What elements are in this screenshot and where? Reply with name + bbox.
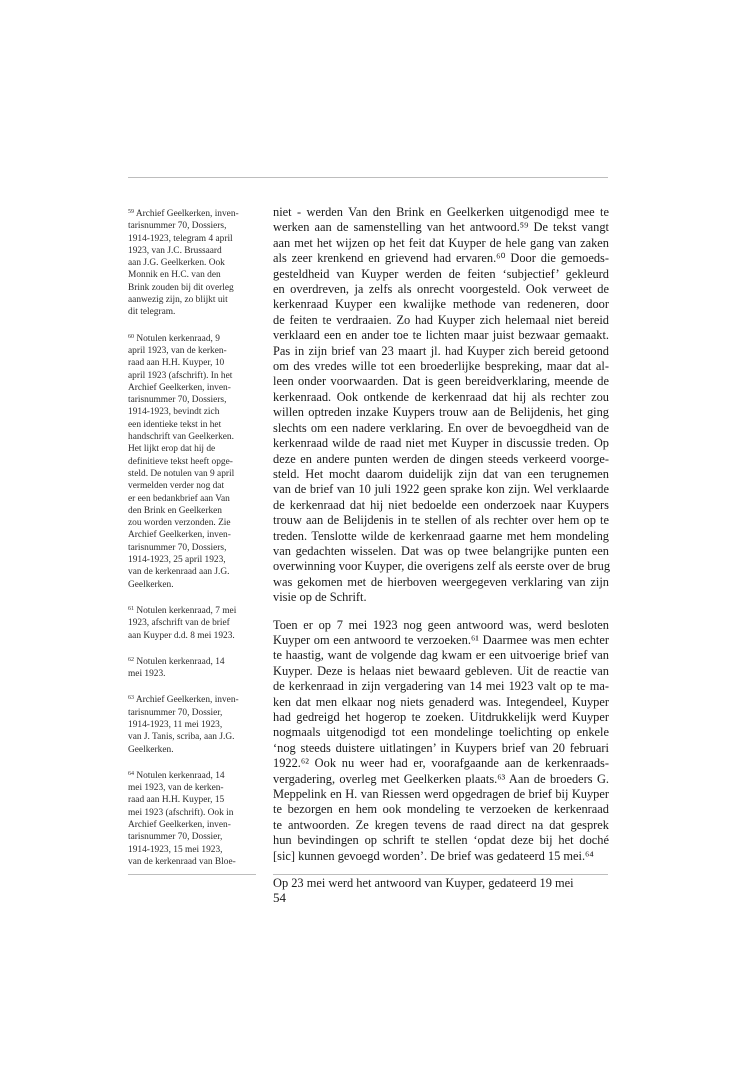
footnote-line: april 1923, van de kerken- [128,345,227,356]
footnote-line: Archief Geelkerken, inven- [134,209,239,219]
body-line: aan met het wijzen op het feit dat Kuyper de hele gang van zaken [273,235,609,250]
footnote-line: 1923, van J.C. Brussaard [128,245,222,256]
footnote-line: Archief Geelkerken, inven- [134,695,239,706]
footnote-line: raad aan H.H. Kuyper, 15 [128,795,225,806]
top-divider [128,177,608,178]
footnote-line: van de kerkenraad aan J.G. [128,567,230,578]
footnote-line: steld. De notulen van 9 april [128,468,235,479]
body-line: deze en andere punten werden de dingen steeds verkeerd voorge- [273,451,609,466]
footnote-line: mei 1923. [128,669,166,680]
footnote-line: tarisnummer 70, Dossier, [128,832,223,843]
body-line: werken aan de samenstelling van het antwoord.⁵⁹ De tekst vangt [273,220,609,235]
body-text [273,205,609,903]
footnote-59 [128,206,258,319]
body-line: Meppelink en H. van Riessen werd opgedragen de brief bij Kuyper [273,787,609,802]
body-line: te haastig, want de volgende dag kwam er een uitvoerige brief van [273,648,609,663]
footnote-line: 1914-1923, telegram 4 april [128,233,233,244]
footnote-line: Monnik en H.C. van den [128,270,221,281]
body-line: van gedachten wisselen. Dat was op twee belangrijke punten een [273,543,609,558]
footnotes-column [128,206,258,868]
footnote-line: Notulen kerkenraad, 14 [134,770,225,781]
body-line: nogmaals uitgenodigd tot een mondelinge toelichting op enkele [273,725,609,740]
body-paragraph [273,618,609,865]
footnote-line: vermelden verder nog dat [128,481,225,492]
body-line: Pas in zijn brief van 23 maart jl. had Kuyper zich bereid getoond [273,343,609,358]
footnote-line: aanwezig zijn, zo blijkt uit [128,295,228,306]
footnote-line: 1914-1923, 25 april 1923, [128,555,226,566]
footnote-line: Archief Geelkerken, inven- [128,820,231,831]
body-line: de kerkenraad in zijn vergadering van 14 mei 1923 valt op te ma- [273,679,609,694]
footnote-number: 61 [128,605,134,612]
footnote-bottom-divider [128,874,256,875]
footnote-line: Archief Geelkerken, inven- [128,382,231,393]
body-line: had gedreigd het hogerop te zoeken. Uitdrukkelijk werd Kuyper [273,710,609,724]
body-line: kerkenraad wilde de raad niet met Kuyper in discussie treden. Op [273,436,609,451]
footnote-line: tarisnummer 70, Dossiers, [128,221,227,232]
body-line: treden. Tenslotte wilde de kerkenraad gaarne met hem mondeling [273,528,609,543]
body-line: vergadering, overleg met Geelkerken plaats.⁶³ Aan de broeders G. [273,771,609,786]
footnote-number: 59 [128,209,134,215]
footnote-61 [128,603,258,642]
body-line: kerkenraad. Ook ontkende de kerkenraad dat hij als rechter zou [273,389,609,404]
body-line: Kuyper om een antwoord te verzoeken.⁶¹ Daarmee was men echter [273,632,609,647]
body-line: gesteldheid van Kuyper werden de feiten ‘subjectief’ gekleurd [273,266,609,281]
footnote-line: van J. Tanis, scriba, aan J.G. [128,732,235,743]
footnote-line: raad aan H.H. Kuyper, 10 [128,358,225,369]
body-line: Kuyper. Deze is helaas niet bewaard gebleven. Uit de reactie van [273,663,609,678]
footnote-line: Geelkerken. [128,744,174,755]
body-line: niet - werden Van den Brink en Geelkerken uitgenodigd mee te [273,205,609,219]
footnote-line: april 1923 (afschrift). In het [128,370,233,381]
footnote-line: tarisnummer 70, Dossiers, [128,542,227,553]
body-line: van de brief van 10 juli 1922 geen sprake kon zijn. Wel verklaarde [273,482,609,497]
footnote-line: mei 1923 (afschrift). Ook in [128,807,234,818]
body-line: als zeer krenkend en grievend had ervaren.⁶⁰ Door die gemoeds- [273,251,609,266]
footnote-line: tarisnummer 70, Dossiers, [128,395,227,406]
footnote-60 [128,331,258,591]
footnote-line: Archief Geelkerken, inven- [128,530,231,541]
footnote-line: Notulen kerkenraad, 14 [134,656,225,667]
footnote-line: mei 1923, van de kerken- [128,783,224,794]
footnote-63 [128,692,258,755]
body-line: 1922.⁶² Ook nu weer had er, voorafgaande aan de kerkenraads- [273,756,609,771]
body-line: trouw aan de Belijdenis in te stellen of als rechter over hem op te [273,513,609,528]
footnote-line: definitieve tekst heeft opge- [128,456,233,467]
body-line: de kerkenraad dat hij niet bedoelde een onderzoek naar Kuypers [273,497,609,512]
body-line: te bezorgen en hem ook mondeling te verzoeken de kerkenraad [273,802,609,817]
footnote-line: den Brink en Geelkerken [128,505,222,516]
footnote-line: Geelkerken. [128,579,174,590]
body-line: de feiten te verdraaien. Zo had Kuyper zich helemaal niet bereid [273,312,609,327]
body-line: te antwoorden. Ze kregen tevens de raad direct na dat gesprek [273,817,609,832]
footnote-line: van de kerkenraad van Bloe- [128,856,236,867]
body-line: visie op de Schrift. [273,590,367,605]
footnote-line: tarisnummer 70, Dossier, [128,707,223,718]
body-line: om des vredes wille tot een broederlijke bespreking, maar dat al- [273,359,609,374]
footnote-number: 62 [128,656,134,663]
footnote-number: 63 [128,695,134,702]
body-line: en overdreven, ja zelfs als onrecht voorgesteld. Ook verweet de [273,282,609,297]
body-line: Toen er op 7 mei 1923 nog geen antwoord was, werd besloten [273,617,609,632]
footnote-64 [128,768,258,868]
footnote-line: 1923, afschrift van de brief [128,618,230,629]
footnote-line: 1914-1923, bevindt zich [128,407,220,418]
footnote-line: Het lijkt erop dat hij de [128,444,216,455]
footnote-62 [128,654,258,681]
footnote-line: 1914-1923, 11 mei 1923, [128,719,223,730]
footnote-line: 1914-1923, 15 mei 1923, [128,844,223,855]
body-line: hun bevindingen op schrift te stellen ‘opdat deze bij het doché [273,833,609,848]
body-line: slechts om een nadere verklaring. En over de bevoegdheid van de [273,420,609,435]
footnote-line: Notulen kerkenraad, 9 [134,333,220,344]
body-bottom-divider [273,874,608,875]
footnote-line: Brink zouden bij dit overleg [128,282,234,293]
body-line: kerkenraad Kuyper een kwalijke methode van redeneren, door [273,297,609,312]
body-paragraph [273,876,609,891]
footnote-number: 64 [128,770,134,777]
body-paragraph [273,205,609,606]
footnote-line: er een bedankbrief aan Van [128,493,230,504]
footnote-line: aan Kuyper d.d. 8 mei 1923. [128,630,235,641]
body-line: ken dat men elkaar nog niets genaderd was. Integendeel, Kuyper [273,694,609,709]
body-line: was gekomen met de hierboven weergegeven verklaring van zijn [273,574,609,589]
footnote-line: Notulen kerkenraad, 7 mei [134,605,237,616]
footnote-number: 60 [128,333,134,340]
body-line: verklaard een en ander toe te lichten maar juist bezwaar gemaakt. [273,328,609,343]
footnote-line: een identieke tekst in het [128,419,222,430]
body-line: steld. Het mocht daarom duidelijk zijn dat van een terugnemen [273,466,609,481]
body-line: ‘nog steeds duistere uitlatingen’ in Kuypers brief van 20 februari [273,740,609,755]
page-number: 54 [273,890,286,905]
footnote-line: dit telegram. [128,307,176,318]
footnote-line: zou worden verzonden. Zie [128,518,231,529]
footnote-line: aan J.G. Geelkerken. Ook [128,258,225,269]
footnote-line: handschrift van Geelkerken. [128,432,234,443]
body-line: willen optreden inzake Kuypers trouw aan de Belijdenis, het ging [273,405,609,420]
body-line: overwinning voor Kuyper, die overigens zelf als eerste over de brug [273,559,611,574]
body-line: Op 23 mei werd het antwoord van Kuyper, gedateerd 19 mei [273,876,574,891]
body-line: [sic] kunnen gevoegd worden’. De brief was gedateerd 15 mei.⁶⁴ [273,848,594,863]
body-line: leen onder voorwaarden. Dat is geen bereidverklaring, meende de [273,374,609,389]
